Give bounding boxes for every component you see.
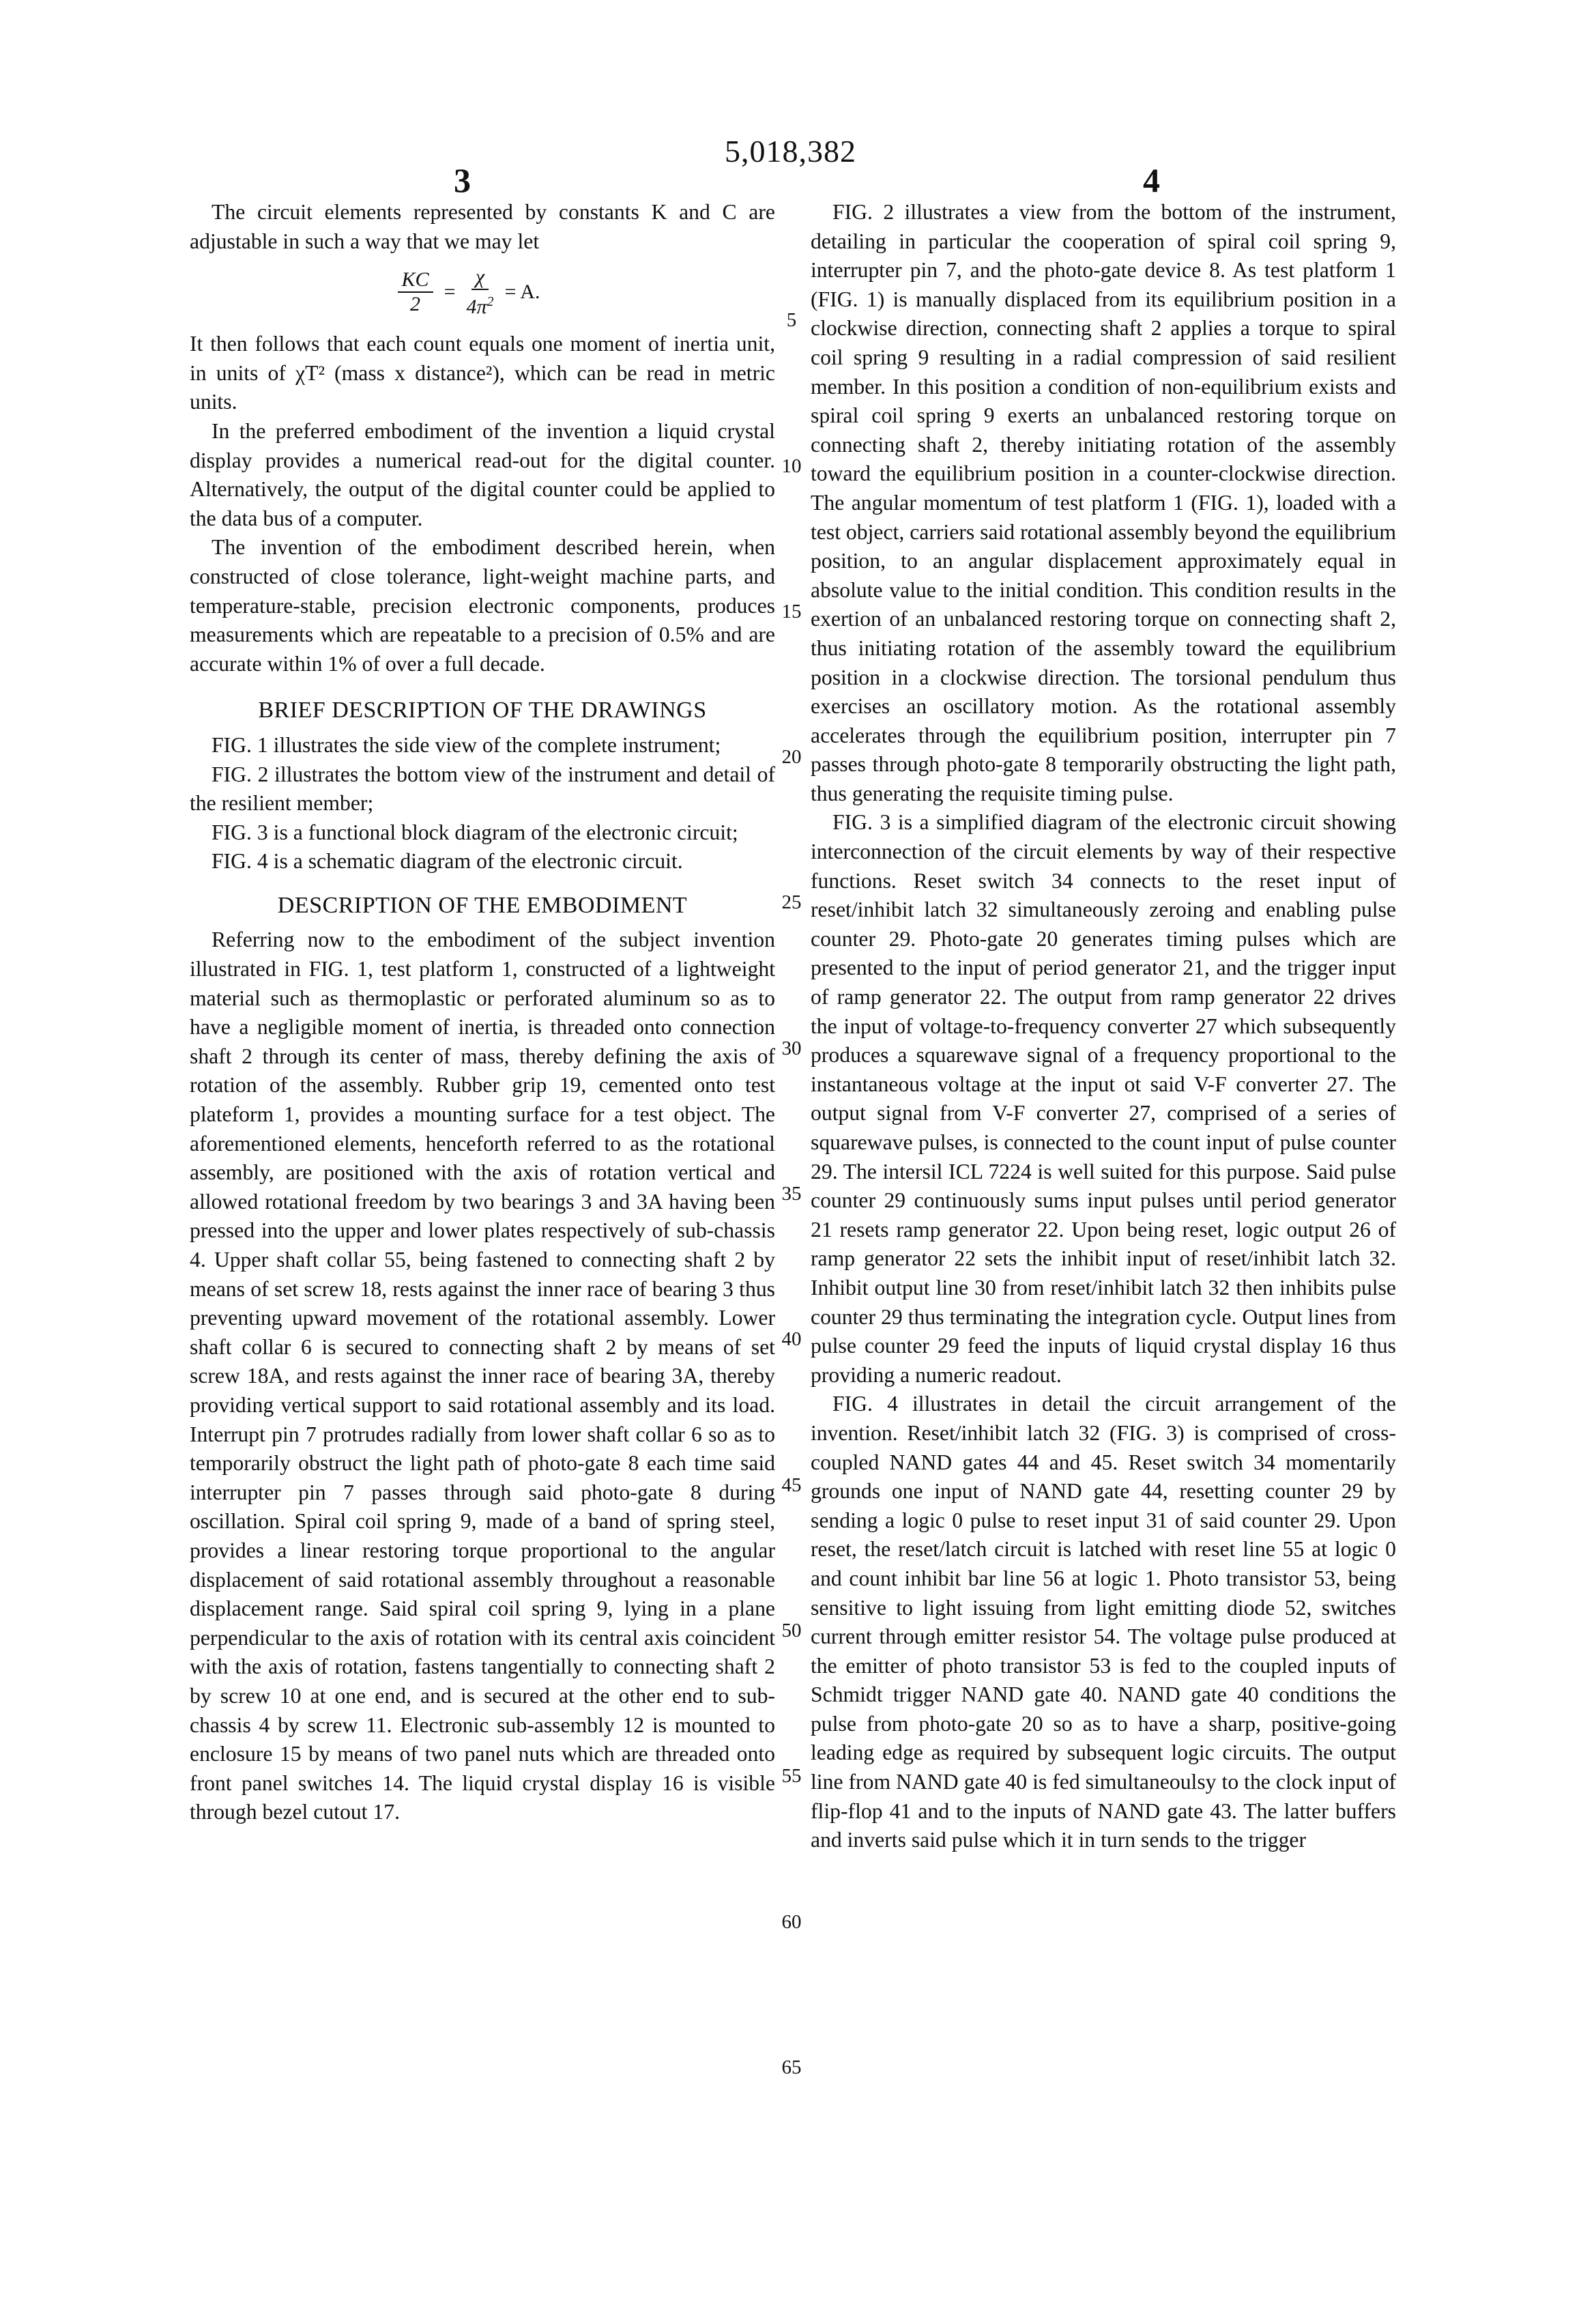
line-number: 25 [781, 891, 802, 913]
line-number: 5 [786, 309, 797, 331]
paragraph: The circuit elements represented by constants K and C are adjustable in such a way that we may let [190, 200, 775, 253]
paragraph: The invention of the embodiment described herein, when constructed of close tolerance, light-weight machine parts, and temperature-stable, precision electronic components, produces measurements which are repeatable to a precision of 0.5% and are accurate within 1% of over a full decade. [190, 535, 775, 676]
line-number: 40 [781, 1328, 802, 1350]
fraction-denominator: $4\pi^2$ [466, 294, 494, 319]
section-heading: BRIEF DESCRIPTION OF THE DRAWINGS [258, 698, 707, 723]
paragraph: Referring now to the embodiment of the subject invention illustrated in FIG. 1, test platform 1, constructed of a lightweight material such as thermoplastic or perforated aluminum so as to have a negligible moment of inertia, is threaded onto connection shaft 2 through its center of mass, thereby defining the axis of rotation of the assembly. Rubber grip 19, cemented onto test plateform 1, provides a mounting surface for a test object. The aforementioned elements, henceforth referred to as the rotational assembly, are positioned with the axis of rotation vertical and allowed rotational freedom by two bearings 3 and 3A having been pressed into the upper and lower plates respectively of sub-chassis 4. Upper shaft collar 55, being fastened to connecting shaft 2 by means of set screw 18, rests against the inner race of bearing 3 thus preventing upward movement of the rotational assembly. Lower shaft collar 6 is secured to connecting shaft 2 by means of set screw 18A, and rests against the inner race of bearing 3A, thereby providing vertical support to said rotational assembly and its load. Interrupt pin 7 protrudes radially from lower shaft collar 6 so as to temporarily obstruct the light path of photo-gate 8 each time said interrupter pin 7 passes through said photo-gate 8 during oscillation. Spiral coil spring 9, made of a band of spring steel, provides a linear restoring torque proportional to the angular displacement of said rotational assembly throughout a reasonable displacement range. Said spiral coil spring 9, lying in a plane perpendicular to the axis of rotation with its central axis coincident with the axis of rotation, fastens tangentially to connecting shaft 2 by screw 10 at one end, and is secured at the other end to sub-chassis 4 by screw 11. Electronic sub-assembly 12 is mounted to enclosure 15 by means of two panel nuts which are threaded onto front panel switches 14. The liquid crystal display 16 is visible through bezel cutout 17. [190, 928, 775, 1824]
figure-description: FIG. 3 is a functional block diagram of the electronic circuit; [212, 820, 738, 844]
column-number-left: 3 [454, 161, 471, 199]
patent-number: 5,018,382 [725, 134, 856, 169]
line-number: 55 [781, 1765, 802, 1787]
paragraph: It then follows that each count equals one moment of inertia unit, in units of χT² (mass x distance²), which can be read in metric units. [190, 332, 775, 414]
fraction-chi [466, 266, 493, 319]
figure-description: FIG. 4 is a schematic diagram of the electronic circuit. [212, 849, 683, 874]
line-number: 15 [781, 601, 802, 622]
line-number: 50 [781, 1620, 802, 1641]
right-column [811, 198, 1396, 1855]
formula [162, 261, 775, 323]
line-number: 10 [781, 455, 802, 477]
line-number: 20 [781, 746, 802, 768]
equals-a: = A. [504, 280, 540, 303]
column-number-right: 4 [1143, 161, 1160, 199]
paragraph: In the preferred embodiment of the invention a liquid crystal display provides a numerical read-out for the digital counter. Alternatively, the output of the digital counter could be applied to the data bus of a computer. [190, 418, 775, 530]
line-number: 60 [781, 1911, 802, 1933]
fraction-kc [398, 268, 433, 316]
section-heading: DESCRIPTION OF THE EMBODIMENT [277, 892, 688, 918]
paragraph: FIG. 2 illustrates a view from the bottom of the instrument, detailing in particular the cooperation of spiral coil spring 9, interrupter pin 7, and the photo-gate device 8. As test platform 1 (FIG. 1) is manually displaced from its equilibrium position in a clockwise direction, connecting shaft 2 applies a torque to spiral coil spring 9 resulting in a radial compression of said resilient member. In this position a condition of non-equilibrium exists and spiral coil spring 9 exerts an unbalanced restoring torque on connecting shaft 2, thereby initiating rotation of the assembly toward the equilibrium position in a counter-clockwise direction. The angular momentum of test platform 1 (FIG. 1), loaded with a test object, carriers said rotational assembly beyond the equilibrium position, to an angular displacement approximately equal in absolute value to the initial condition. This condition results in the exertion of an unbalanced restoring torque on connecting shaft 2, thus initiating rotation of the assembly toward the equilibrium position in a clockwise direction. The torsional pendulum thus exercises an oscillatory motion. As the rotational assembly accelerates through the equilibrium position, interrupter pin 7 passes through photo-gate 8 temporarily obstructing the light path, thus generating the requisite timing pulse. [811, 200, 1396, 805]
fraction-numerator: χ [472, 266, 489, 290]
line-number: 65 [781, 2056, 802, 2078]
figure-description: FIG. 2 illustrates the bottom view of the instrument and detail of the resilient member; [190, 762, 775, 816]
fraction-denominator: 2 [410, 293, 421, 316]
left-column [190, 198, 775, 1827]
paragraph: FIG. 3 is a simplified diagram of the electronic circuit showing interconnection of the circuit elements by way of their respective functions. Reset switch 34 connects to the reset input of reset/inhibit latch 32 simultaneously zeroing and enabling pulse counter 29. Photo-gate 20 generates timing pulses which are presented to the input of period generator 21, and the trigger input of ramp generator 22. The output from ramp generator 22 drives the input of voltage-to-frequency converter 27 which subsequently produces a squarewave signal of a frequency proportional to the instantaneous voltage at the input ot said V-F converter 27. The output signal from V-F converter 27, comprised of a series of squarewave pulses, is connected to the count input of pulse counter 29. The intersil ICL 7224 is well suited for this purpose. Said pulse counter 29 continuously sums input pulses until period generator 21 resets ramp generator 22. Upon being reset, logic output 26 of ramp generator 22 sets the inhibit input of reset/inhibit latch 32. Inhibit output line 30 from reset/inhibit latch 32 then inhibits pulse counter 29 thus terminating the integration cycle. Output lines from pulse counter 29 feed the inputs of liquid crystal display 16 thus providing a numeric readout. [811, 810, 1396, 1387]
fraction-numerator: KC [398, 268, 433, 293]
equals-sign: = [444, 280, 456, 303]
figure-description: FIG. 1 illustrates the side view of the complete instrument; [212, 732, 721, 757]
line-number: 35 [781, 1183, 802, 1205]
paragraph: FIG. 4 illustrates in detail the circuit arrangement of the invention. Reset/inhibit latch 32 (FIG. 3) is comprised of cross-coupled NAND gates 44 and 45. Reset switch 34 momentarily grounds one input of NAND gate 44, resetting counter 29 by sending a logic 0 pulse to reset input 31 of said counter 29. Upon reset, the reset/latch circuit is latched with reset line 55 at logic 0 and count inhibit bar line 56 at logic 1. Photo transistor 53, being sensitive to light issuing from light emitting diode 52, switches current through emitter resistor 54. The voltage pulse produced at the emitter of photo transistor 53 is fed to the coupled inputs of Schmidt trigger NAND gate 40. NAND gate 40 conditions the pulse from photo-gate 20 so as to have a sharp, positive-going leading edge as required by subsequent logic circuits. The output line from NAND gate 40 is fed simultaneoulsy to the clock input of flip-flop 41 and to the inputs of NAND gate 43. The latter buffers and inverts said pulse which it in turn sends to the trigger [811, 1392, 1396, 1852]
line-number: 45 [781, 1474, 802, 1496]
line-number: 30 [781, 1037, 802, 1059]
